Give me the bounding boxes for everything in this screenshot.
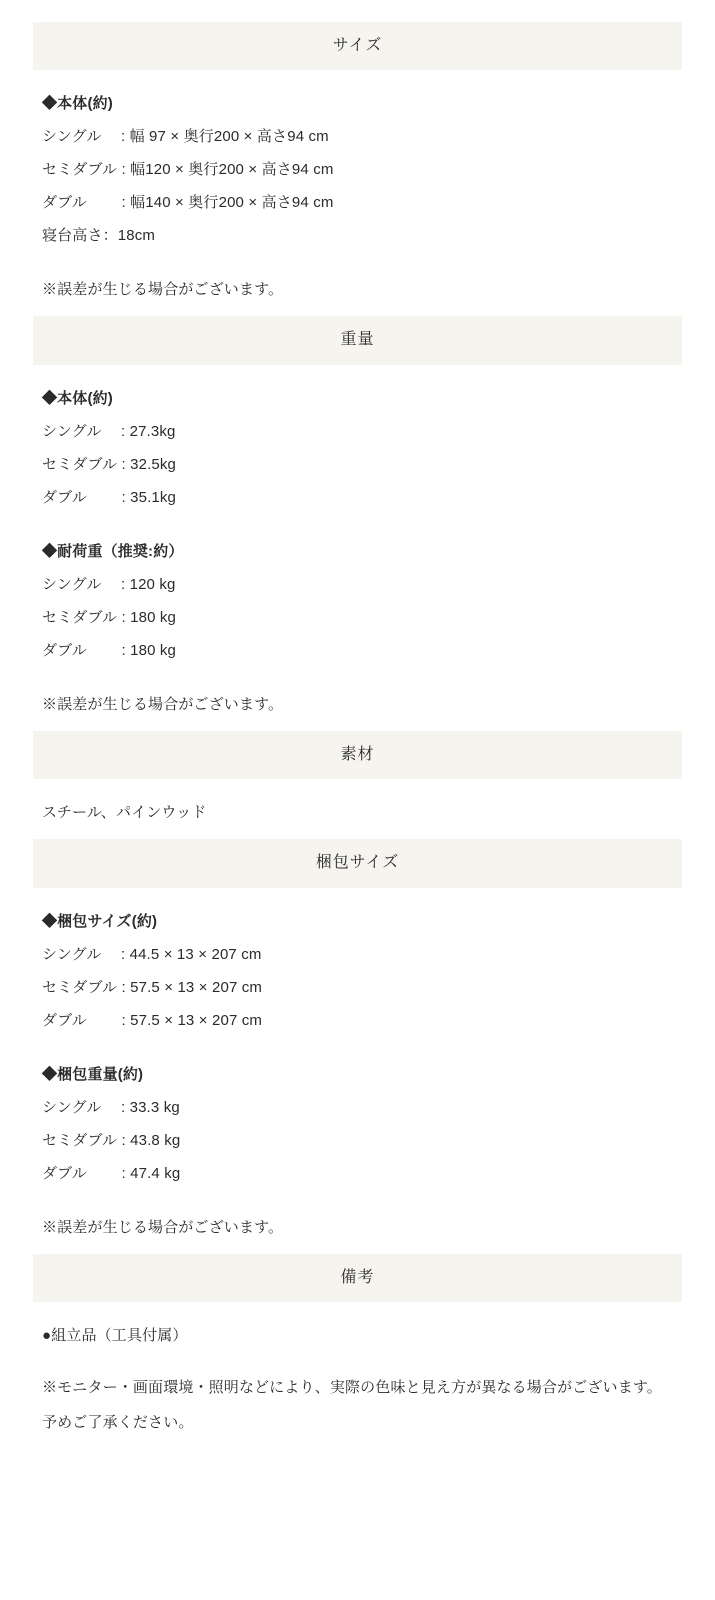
spec-line: ダブル : 47.4 kg xyxy=(42,1164,181,1182)
spec-note: ※誤差が生じる場合がございます。 xyxy=(42,1218,284,1236)
block-spacer xyxy=(42,1037,675,1058)
spec-section xyxy=(0,1254,715,1362)
block-spacer xyxy=(42,252,675,273)
spec-line: スチール、パインウッド xyxy=(42,804,207,822)
spec-group-heading: ◆本体(約) xyxy=(42,95,113,113)
spec-line: シングル : 33.3 kg xyxy=(42,1098,180,1116)
spec-section-title: 重量 xyxy=(33,316,682,364)
spec-line: セミダブル : 180 kg xyxy=(42,608,177,626)
spec-group-heading: ◆耐荷重（推奨:約） xyxy=(42,542,184,560)
spec-section-body xyxy=(0,365,715,731)
spec-section-body xyxy=(0,888,715,1254)
spec-line: ダブル : 57.5 × 13 × 207 cm xyxy=(42,1011,263,1029)
spec-section-body xyxy=(0,1302,715,1362)
spec-group-heading: ◆本体(約) xyxy=(42,389,113,407)
spec-section xyxy=(0,316,715,730)
spec-sections xyxy=(0,22,715,1362)
spec-line: セミダブル : 57.5 × 13 × 207 cm xyxy=(42,978,263,996)
spec-line: シングル : 120 kg xyxy=(42,575,176,593)
color-disclaimer-note: ※モニター・画面環境・照明などにより、実際の色味と見え方が異なる場合がございます。予めご了承ください。 xyxy=(42,1378,662,1431)
block-spacer xyxy=(42,667,675,688)
spec-line: ダブル : 180 kg xyxy=(42,641,177,659)
spec-line: シングル : 幅 97 × 奥行200 × 高さ94 cm xyxy=(42,128,329,146)
spec-line: ●組立品（工具付属） xyxy=(42,1326,188,1344)
spec-group-heading: ◆梱包サイズ(約) xyxy=(42,912,158,930)
spec-line: シングル : 44.5 × 13 × 207 cm xyxy=(42,945,262,963)
spec-line: ダブル : 幅140 × 奥行200 × 高さ94 cm xyxy=(42,194,334,212)
spec-section xyxy=(0,731,715,839)
spec-section-title: 素材 xyxy=(33,731,682,779)
spec-note: ※誤差が生じる場合がございます。 xyxy=(42,695,284,713)
spec-section-body xyxy=(0,779,715,839)
block-spacer xyxy=(42,1190,675,1211)
spec-section-title: サイズ xyxy=(33,22,682,70)
spec-line: 寝台高さ：18cm xyxy=(42,227,156,245)
spec-section-title: 備考 xyxy=(33,1254,682,1302)
spec-line: セミダブル : 幅120 × 奥行200 × 高さ94 cm xyxy=(42,161,334,179)
spec-line: セミダブル : 32.5kg xyxy=(42,455,177,473)
spec-group-heading: ◆梱包重量(約) xyxy=(42,1065,144,1083)
spec-line: セミダブル : 43.8 kg xyxy=(42,1131,181,1149)
spec-section-title: 梱包サイズ xyxy=(33,839,682,887)
spec-line: ダブル : 35.1kg xyxy=(42,488,177,506)
spec-note: ※誤差が生じる場合がございます。 xyxy=(42,281,284,299)
spec-line: シングル : 27.3kg xyxy=(42,422,176,440)
spec-section xyxy=(0,22,715,316)
spec-section-body xyxy=(0,70,715,316)
block-spacer xyxy=(42,514,675,535)
spec-section xyxy=(0,839,715,1253)
